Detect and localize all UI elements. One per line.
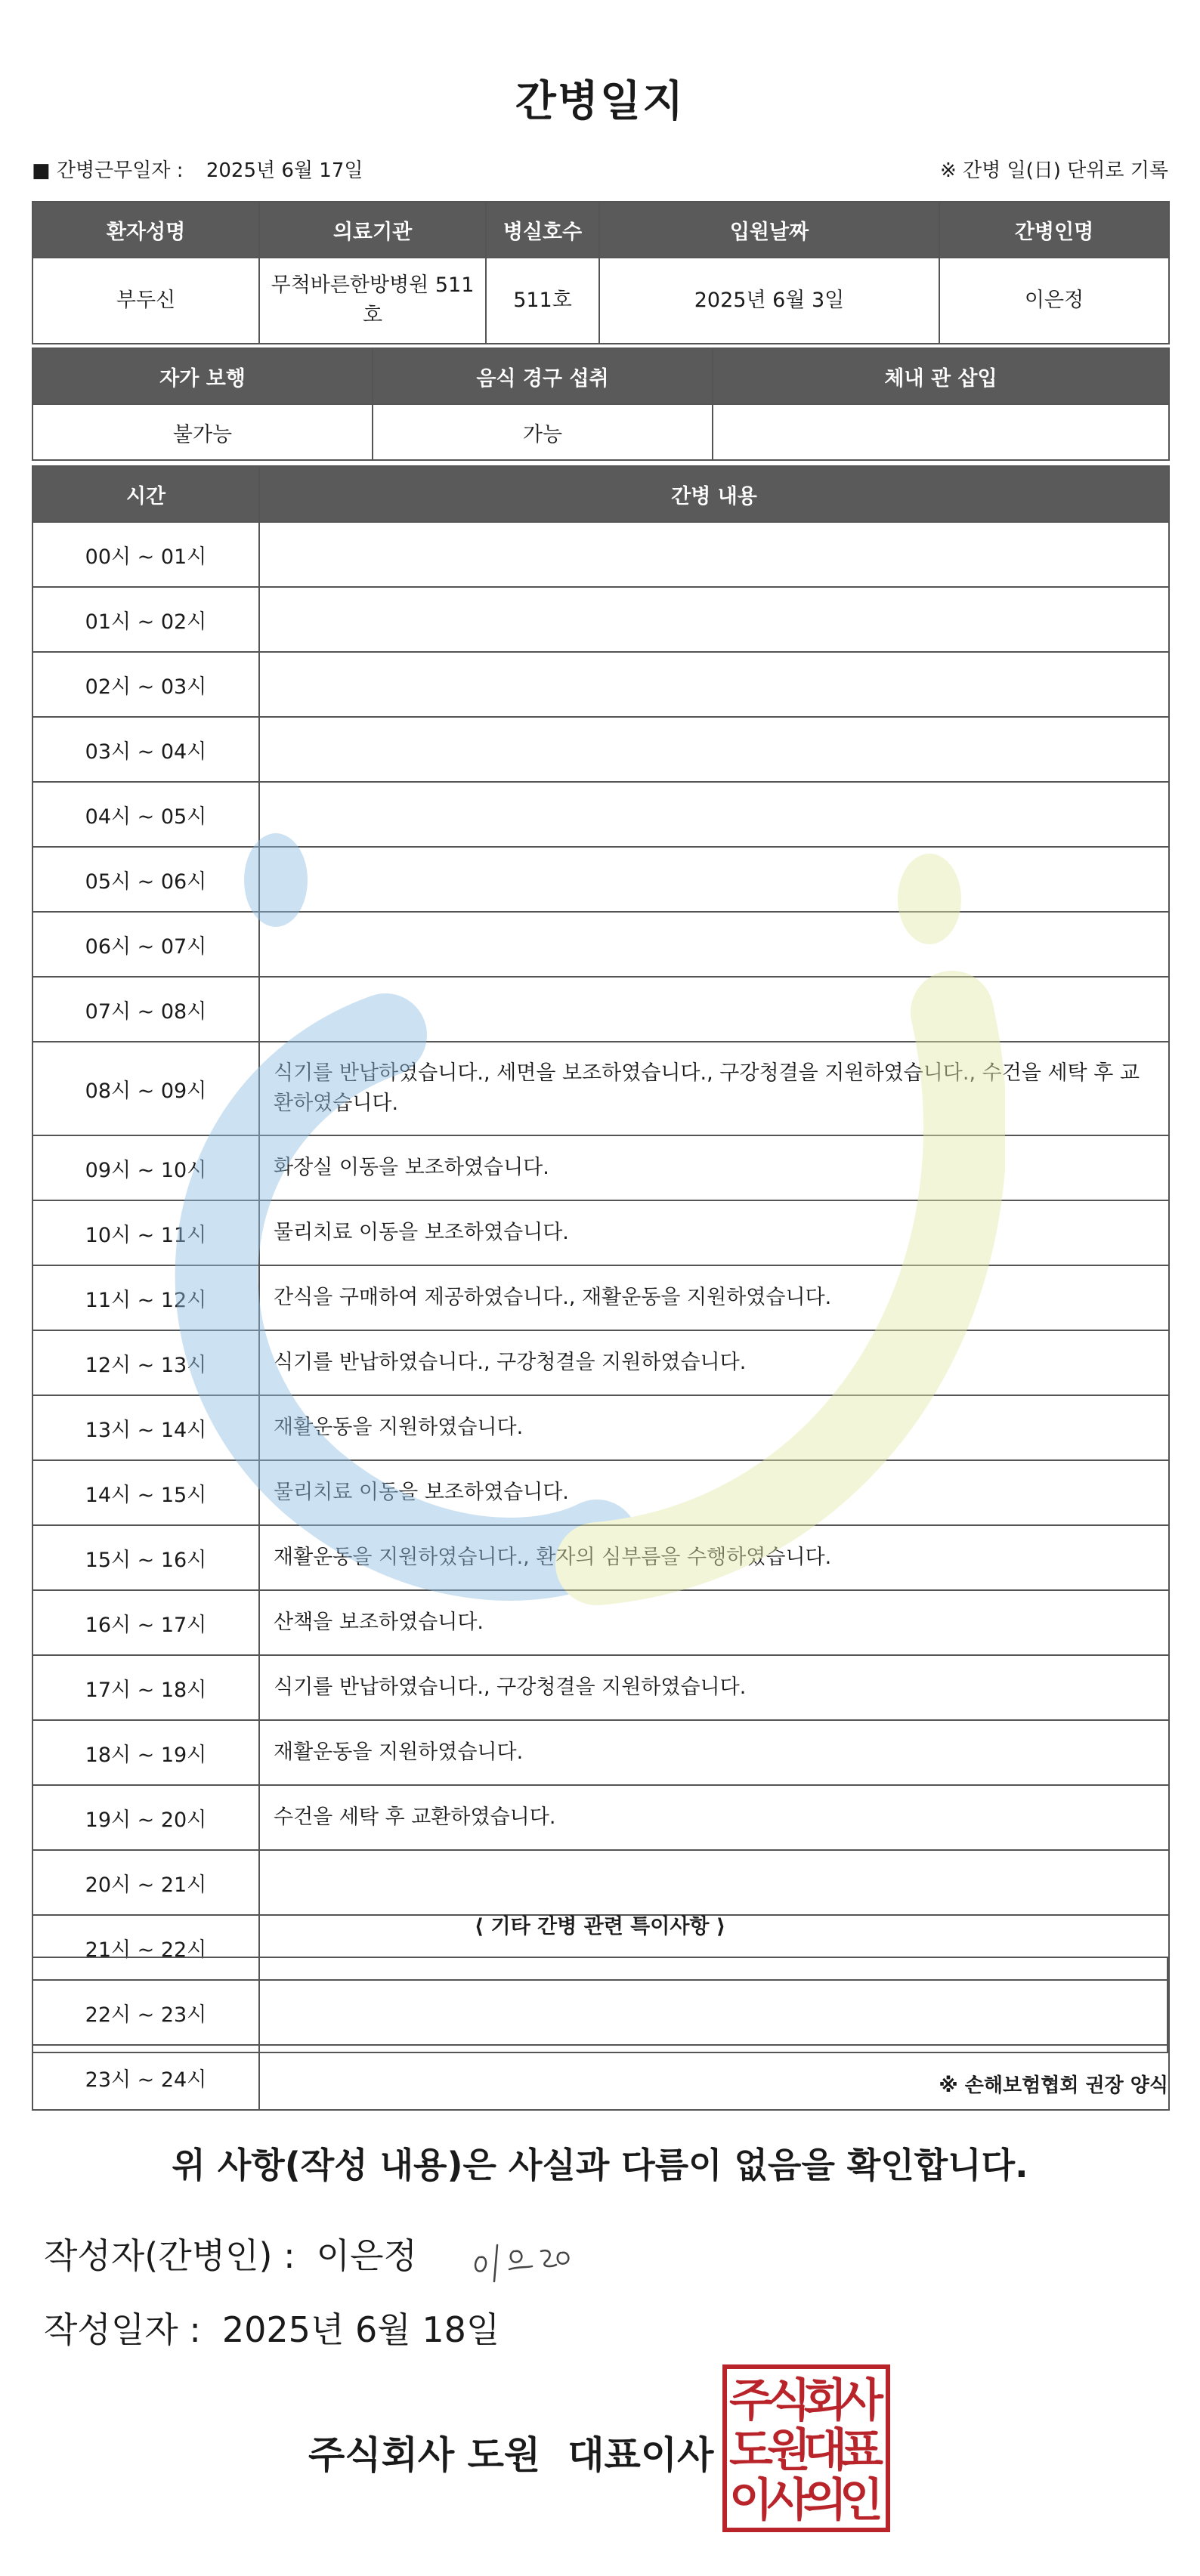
company-name: 주식회사 도원: [308, 2433, 541, 2477]
header-hospital: 의료기관: [259, 202, 486, 258]
patient-info-table: [32, 201, 1170, 344]
header-room: 병실호수: [486, 202, 599, 258]
tube-status: [713, 404, 1169, 460]
row-content: 식기를 반납하였습니다., 구강청결을 지원하였습니다.: [259, 1655, 1169, 1720]
table-row: [32, 1265, 1169, 1330]
header-oral-intake: 음식 경구 섭취: [373, 348, 713, 404]
meta-row: [32, 155, 1168, 193]
header-patient-name: 환자성명: [32, 202, 259, 258]
row-content: [259, 717, 1169, 782]
svg-text:주: 주: [729, 2374, 773, 2427]
hourly-care-table: [32, 465, 1170, 2111]
row-time: 02시 ~ 03시: [32, 652, 259, 717]
svg-text:의: 의: [803, 2474, 847, 2527]
hospital-name: 무척바른한방병원 511호: [259, 258, 486, 344]
table-row: [32, 1590, 1169, 1655]
row-content: 물리치료 이동을 보조하였습니다.: [259, 1460, 1169, 1525]
writer-label: 작성자(간병인) :: [44, 2235, 295, 2276]
svg-text:인: 인: [840, 2474, 883, 2527]
table-row: [32, 587, 1169, 652]
row-time: 10시 ~ 11시: [32, 1200, 259, 1265]
row-time: 19시 ~ 20시: [32, 1785, 259, 1850]
caregiver-name: 이은정: [939, 258, 1169, 344]
row-content: 식기를 반납하였습니다., 구강청결을 지원하였습니다.: [259, 1330, 1169, 1395]
representative-title: 대표이사: [568, 2433, 714, 2477]
table-row: [32, 1460, 1169, 1525]
table-row: [32, 1785, 1169, 1850]
row-content: [259, 652, 1169, 717]
svg-text:원: 원: [767, 2424, 811, 2477]
svg-text:사: 사: [840, 2374, 883, 2427]
work-date: [32, 155, 363, 183]
row-time: 09시 ~ 10시: [32, 1135, 259, 1200]
row-time: 08시 ~ 09시: [32, 1042, 259, 1135]
table-row: [32, 522, 1169, 587]
row-time: 11시 ~ 12시: [32, 1265, 259, 1330]
work-date-value: 2025년 6월 17일: [206, 159, 363, 182]
row-time: 21시 ~ 22시: [32, 1915, 259, 1980]
row-time: 23시 ~ 24시: [32, 2045, 259, 2110]
row-time: 13시 ~ 14시: [32, 1395, 259, 1460]
row-content: 화장실 이동을 보조하였습니다.: [259, 1135, 1169, 1200]
row-time: 14시 ~ 15시: [32, 1460, 259, 1525]
svg-text:표: 표: [840, 2424, 883, 2477]
walking-status: 불가능: [32, 404, 373, 460]
written-date-label: 작성일자 :: [44, 2309, 201, 2350]
notes-box: [32, 1957, 1168, 2053]
table-row: [32, 1525, 1169, 1590]
row-time: 03시 ~ 04시: [32, 717, 259, 782]
svg-text:대: 대: [803, 2424, 847, 2477]
writer-name: 이은정: [316, 2235, 417, 2276]
table-row: [32, 717, 1169, 782]
company-seal: [722, 2364, 890, 2532]
row-content: [259, 1850, 1169, 1915]
handwritten-signature: [469, 2229, 582, 2289]
svg-text:식: 식: [767, 2374, 811, 2427]
table-row: [32, 1655, 1169, 1720]
table-row: [32, 1395, 1169, 1460]
row-content: [259, 782, 1169, 847]
row-time: 06시 ~ 07시: [32, 912, 259, 977]
header-admission-date: 입원날짜: [599, 202, 939, 258]
svg-text:회: 회: [803, 2374, 847, 2427]
svg-text:이: 이: [729, 2474, 773, 2527]
row-time: 22시 ~ 23시: [32, 1980, 259, 2045]
row-content: [259, 587, 1169, 652]
row-content: 재활운동을 지원하였습니다.: [259, 1395, 1169, 1460]
row-time: 15시 ~ 16시: [32, 1525, 259, 1590]
table-row: [32, 1330, 1169, 1395]
row-time: 18시 ~ 19시: [32, 1720, 259, 1785]
row-content: [259, 912, 1169, 977]
table-row: [32, 1200, 1169, 1265]
daily-record-note: ※ 간병 일(日) 단위로 기록: [939, 159, 1168, 182]
table-row: [32, 1042, 1169, 1135]
row-content: 수건을 세탁 후 교환하였습니다.: [259, 1785, 1169, 1850]
svg-text:사: 사: [767, 2474, 811, 2527]
work-date-label: ■ 간병근무일자 :: [32, 159, 184, 182]
written-date-line: [44, 2303, 499, 2352]
room-number: 511호: [486, 258, 599, 344]
row-time: 20시 ~ 21시: [32, 1850, 259, 1915]
row-time: 12시 ~ 13시: [32, 1330, 259, 1395]
row-content: 재활운동을 지원하였습니다.: [259, 1720, 1169, 1785]
seal-graphic: [727, 2369, 886, 2528]
row-time: 04시 ~ 05시: [32, 782, 259, 847]
svg-text:도: 도: [729, 2424, 773, 2477]
header-time: 시간: [32, 466, 259, 522]
table-row: [32, 652, 1169, 717]
writer-line: [44, 2229, 417, 2278]
written-date-value: 2025년 6월 18일: [221, 2309, 500, 2350]
notes-title: ⟨ 기타 간병 관련 특이사항 ⟩: [474, 1915, 726, 1938]
row-time: 01시 ~ 02시: [32, 587, 259, 652]
row-time: 07시 ~ 08시: [32, 977, 259, 1042]
table-row: [32, 1850, 1169, 1915]
row-content: 재활운동을 지원하였습니다., 환자의 심부름을 수행하였습니다.: [259, 1525, 1169, 1590]
oral-intake-status: 가능: [373, 404, 713, 460]
row-content: [259, 847, 1169, 912]
header-walking: 자가 보행: [32, 348, 373, 404]
row-time: 00시 ~ 01시: [32, 522, 259, 587]
header-care-content: 간병 내용: [259, 466, 1169, 522]
table-row: [32, 1720, 1169, 1785]
patient-status-table: [32, 347, 1170, 461]
table-row: [32, 1135, 1169, 1200]
row-content: 물리치료 이동을 보조하였습니다.: [259, 1200, 1169, 1265]
patient-name: 부두신: [32, 258, 259, 344]
header-caregiver: 간병인명: [939, 202, 1169, 258]
row-content: 간식을 구매하여 제공하였습니다., 재활운동을 지원하였습니다.: [259, 1265, 1169, 1330]
table-row: [32, 847, 1169, 912]
row-content: [259, 977, 1169, 1042]
confirmation-statement: 위 사항(작성 내용)은 사실과 다름이 없음을 확인합니다.: [172, 2145, 1028, 2185]
recommend-note: ※ 손해보험협회 권장 양식: [939, 2074, 1168, 2097]
company-line: [308, 2425, 713, 2479]
table-row: [32, 912, 1169, 977]
table-row: [32, 977, 1169, 1042]
page-title: 간병일지: [515, 77, 685, 126]
row-time: 17시 ~ 18시: [32, 1655, 259, 1720]
row-content: 식기를 반납하였습니다., 세면을 보조하였습니다., 구강청결을 지원하였습니다., 수건을 세탁 후 교환하였습니다.: [259, 1042, 1169, 1135]
row-time: 05시 ~ 06시: [32, 847, 259, 912]
row-time: 16시 ~ 17시: [32, 1590, 259, 1655]
header-tube: 체내 관 삽입: [713, 348, 1169, 404]
row-content: 산책을 보조하였습니다.: [259, 1590, 1169, 1655]
admission-date: 2025년 6월 3일: [599, 258, 939, 344]
table-row: [32, 782, 1169, 847]
row-content: [259, 522, 1169, 587]
